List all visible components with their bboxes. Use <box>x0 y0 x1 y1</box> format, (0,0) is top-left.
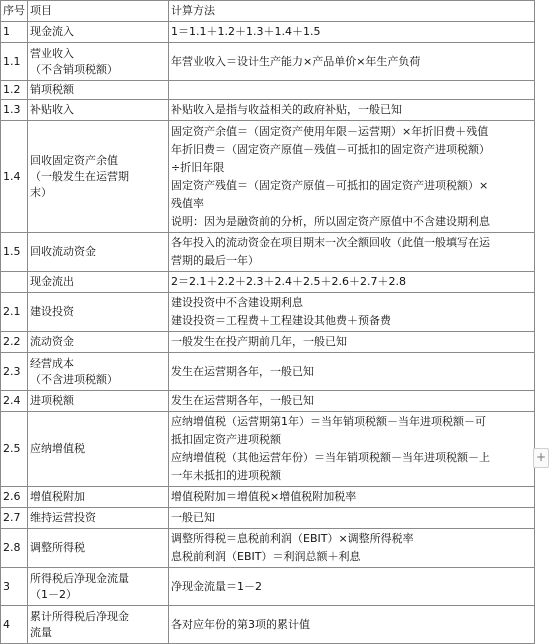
method-line: 息税前利润（EBIT）＝利润总额＋利息 <box>171 550 361 563</box>
row-item <box>28 43 169 81</box>
method-line: 净现金流量＝1－2 <box>171 579 262 593</box>
table-row <box>1 100 535 121</box>
method-line: ÷折旧年限 <box>171 160 225 174</box>
row-number: 1.5 <box>1 233 28 272</box>
item-line: 调整所得税 <box>30 541 85 554</box>
table-row <box>1 412 535 487</box>
row-method <box>169 22 535 43</box>
method-line: 2＝2.1＋2.2＋2.3＋2.4＋2.5＋2.6＋2.7＋2.8 <box>171 275 406 288</box>
item-line: （一般发生在运营期 <box>30 169 129 183</box>
row-number: 2.7 <box>1 508 28 529</box>
header-row <box>1 1 535 22</box>
method-line: 一般已知 <box>171 511 215 524</box>
table-row <box>1 233 535 272</box>
row-method <box>169 568 535 606</box>
row-method <box>169 391 535 412</box>
row-item <box>28 233 169 272</box>
table-row <box>1 293 535 332</box>
method-line: 应纳增值税（其他运营年份）＝当年销项税额－当年进项税额－上 <box>171 451 490 464</box>
item-line: 累计所得税后净现金 <box>30 609 129 623</box>
header-item: 项目 <box>28 1 169 22</box>
row-item <box>28 272 169 293</box>
method-line: 1＝1.1＋1.2＋1.3＋1.4＋1.5 <box>171 25 321 38</box>
table-row <box>1 22 535 43</box>
row-item <box>28 487 169 508</box>
item-line: 增值税附加 <box>30 490 85 503</box>
method-line: 残值率 <box>171 196 204 210</box>
item-line: （不含销项税额） <box>30 62 118 76</box>
table-row <box>1 332 535 353</box>
row-method <box>169 81 535 100</box>
method-line: 一般发生在投产期前几年，一般已知 <box>171 335 347 348</box>
row-method <box>169 293 535 332</box>
row-method <box>169 272 535 293</box>
item-line: 营业收入 <box>30 46 74 60</box>
method-line: 固定资产余值＝（固定资产使用年限－运营期）×年折旧费＋残值 <box>171 124 489 138</box>
table-row <box>1 81 535 100</box>
item-line: 流量 <box>30 625 52 639</box>
item-line: 建设投资 <box>30 305 74 318</box>
method-line: 发生在运营期各年，一般已知 <box>171 364 314 378</box>
row-number: 1.2 <box>1 81 28 100</box>
item-line: 补贴收入 <box>30 103 74 116</box>
table-row <box>1 606 535 644</box>
row-item <box>28 22 169 43</box>
row-method <box>169 508 535 529</box>
row-number: 2.5 <box>1 412 28 487</box>
row-item <box>28 391 169 412</box>
row-number: 2.2 <box>1 332 28 353</box>
row-item <box>28 100 169 121</box>
row-item <box>28 508 169 529</box>
method-line: 抵扣固定资产进项税额 <box>171 433 281 446</box>
header-no: 序号 <box>1 1 28 22</box>
method-line: 建设投资中不含建设期利息 <box>171 296 303 309</box>
item-line: 回收流动资金 <box>30 245 96 258</box>
table-row <box>1 391 535 412</box>
row-item <box>28 529 169 568</box>
row-number: 3 <box>1 568 28 606</box>
method-line: 年折旧费＝（固定资产原值－残值－可抵扣的固定资产进项税额） <box>171 142 490 156</box>
row-number: 1 <box>1 22 28 43</box>
item-line: （1－2） <box>30 587 77 601</box>
item-line: 流动资金 <box>30 335 74 348</box>
item-line: 回收固定资产余值 <box>30 153 118 167</box>
method-line: 年营业收入＝设计生产能力×产品单价×年生产负荷 <box>171 54 421 68</box>
row-number: 2.4 <box>1 391 28 412</box>
method-line: 补贴收入是指与收益相关的政府补贴，一般已知 <box>171 103 402 116</box>
method-line: 应纳增值税（运营期第1年）＝当年销项税额－当年进项税额－可 <box>171 415 486 428</box>
row-number <box>1 272 28 293</box>
row-item <box>28 293 169 332</box>
method-line: 增值税附加＝增值税×增值税附加税率 <box>171 490 357 503</box>
table-row <box>1 121 535 233</box>
row-method <box>169 121 535 233</box>
table-row <box>1 43 535 81</box>
row-item <box>28 606 169 644</box>
item-line: 末） <box>30 185 52 199</box>
method-line: 一年未抵扣的进项税额 <box>171 469 281 482</box>
method-line: 固定资产残值＝（固定资产原值－可抵扣的固定资产进项税额）× <box>171 178 489 192</box>
method-line: 营期的最后一年） <box>171 254 259 267</box>
row-method <box>169 233 535 272</box>
method-line: 发生在运营期各年，一般已知 <box>171 394 314 407</box>
table-row <box>1 529 535 568</box>
row-method <box>169 353 535 391</box>
row-item <box>28 81 169 100</box>
table-row <box>1 353 535 391</box>
row-method <box>169 100 535 121</box>
row-number: 2.3 <box>1 353 28 391</box>
item-line: 经营成本 <box>30 356 74 370</box>
item-line: 现金流入 <box>30 25 74 38</box>
item-line: （不含进项税额） <box>30 372 118 386</box>
table-row <box>1 568 535 606</box>
row-method <box>169 487 535 508</box>
table-row <box>1 272 535 293</box>
row-item <box>28 353 169 391</box>
header-method: 计算方法 <box>169 1 535 22</box>
add-row-button[interactable]: + <box>533 448 549 468</box>
item-line: 维持运营投资 <box>30 511 96 524</box>
row-method <box>169 412 535 487</box>
row-number: 1.3 <box>1 100 28 121</box>
method-line: 调整所得税＝息税前利润（EBIT）×调整所得税率 <box>171 532 414 545</box>
method-line: 各对应年份的第3项的累计值 <box>171 617 310 631</box>
row-method <box>169 529 535 568</box>
row-method <box>169 43 535 81</box>
item-line: 所得税后净现金流量 <box>30 571 129 585</box>
row-method <box>169 332 535 353</box>
item-line: 销项税额 <box>30 83 74 96</box>
item-line: 应纳增值税 <box>30 442 85 455</box>
item-line: 现金流出 <box>30 275 74 288</box>
row-number: 1.1 <box>1 43 28 81</box>
row-number: 4 <box>1 606 28 644</box>
table-row <box>1 487 535 508</box>
table-row <box>1 508 535 529</box>
method-line: 各年投入的流动资金在项目期末一次全额回收（此值一般填写在运 <box>171 236 490 249</box>
row-number: 2.8 <box>1 529 28 568</box>
row-number: 2.6 <box>1 487 28 508</box>
row-item <box>28 332 169 353</box>
row-number: 2.1 <box>1 293 28 332</box>
row-item <box>28 412 169 487</box>
method-line: 建设投资＝工程费＋工程建设其他费＋预备费 <box>171 314 391 327</box>
item-line: 进项税额 <box>30 394 74 407</box>
row-method <box>169 606 535 644</box>
method-line: 说明：因为是融资前的分析，所以固定资产原值中不含建设期利息 <box>171 214 490 228</box>
row-item <box>28 568 169 606</box>
row-item <box>28 121 169 233</box>
row-number: 1.4 <box>1 121 28 233</box>
